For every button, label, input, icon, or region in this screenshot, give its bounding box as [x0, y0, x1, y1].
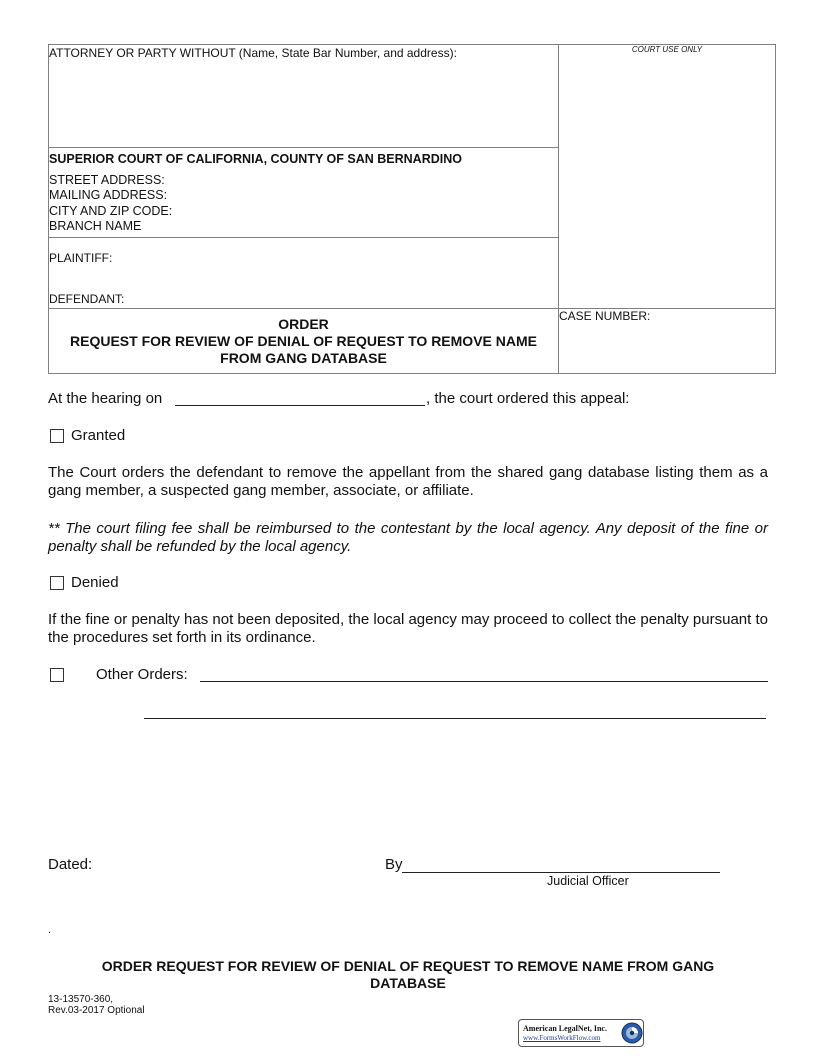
hearing-suffix: , the court ordered this appeal:: [426, 390, 630, 407]
footer-dot: .: [48, 924, 52, 936]
street-address-label: STREET ADDRESS:: [49, 173, 165, 187]
form-title-line2: REQUEST FOR REVIEW OF DENIAL OF REQUEST TO REMOVE NAME: [70, 333, 537, 349]
globe-icon: [621, 1022, 643, 1044]
by-label: By: [385, 856, 403, 873]
hearing-date-line[interactable]: [175, 405, 425, 406]
denied-checkbox[interactable]: [50, 576, 64, 590]
court-use-only-label: COURT USE ONLY: [631, 45, 703, 54]
case-number-label: CASE NUMBER:: [559, 309, 651, 323]
fee-note: ** The court filing fee shall be reimbursed to the contestant by the local agency. Any deposit of the fine or penalty shall be refunded by the local agency.: [48, 520, 768, 555]
form-number: 13-13570-360,: [48, 994, 114, 1005]
other-orders-line-1[interactable]: [200, 681, 768, 682]
case-number-section: [558, 308, 776, 374]
other-orders-label: Other Orders:: [96, 666, 188, 683]
plaintiff-label: PLAINTIFF:: [49, 251, 113, 265]
granted-label: Granted: [71, 427, 126, 444]
granted-checkbox[interactable]: [50, 429, 64, 443]
title-section: [48, 308, 559, 374]
attorney-label: ATTORNEY OR PARTY WITHOUT (Name, State Bar Number, and address):: [49, 46, 457, 60]
parties-section: [48, 237, 559, 309]
other-orders-checkbox[interactable]: [50, 668, 64, 682]
mailing-address-label: MAILING ADDRESS:: [49, 188, 168, 202]
judicial-officer-label: Judicial Officer: [547, 874, 629, 888]
court-name: SUPERIOR COURT OF CALIFORNIA, COUNTY OF SAN BERNARDINO: [49, 152, 462, 166]
form-title-line3: FROM GANG DATABASE: [220, 350, 387, 366]
footer-title-line1: ORDER REQUEST FOR REVIEW OF DENIAL OF REQUEST TO REMOVE NAME FROM GANG: [101, 958, 715, 974]
footer-title: [48, 958, 768, 992]
branch-name-label: BRANCH NAME: [49, 219, 142, 233]
form-title-line1: ORDER: [278, 316, 329, 332]
legalnet-logo[interactable]: [518, 1019, 644, 1047]
granted-text: The Court orders the defendant to remove the appellant from the shared gang database listing them as a gang member, a suspected gang member, associate, or affiliate.: [48, 464, 768, 499]
logo-website: www.FormsWorkFlow.com: [523, 1034, 601, 1042]
denied-text: If the fine or penalty has not been deposited, the local agency may proceed to collect the penalty pursuant to the procedures set forth in its ordinance.: [48, 611, 768, 646]
other-orders-line-2[interactable]: [144, 718, 766, 719]
dated-label: Dated:: [48, 856, 93, 873]
denied-label: Denied: [71, 574, 119, 591]
defendant-label: DEFENDANT:: [49, 292, 125, 306]
attorney-section: [48, 44, 559, 148]
city-zip-label: CITY AND ZIP CODE:: [49, 204, 173, 218]
form-revision: Rev.03-2017 Optional: [48, 1005, 145, 1016]
signature-line[interactable]: [402, 872, 720, 873]
court-use-section: [558, 44, 776, 309]
court-section: [48, 147, 559, 238]
caption-box: [48, 44, 776, 374]
footer-title-line2: DATABASE: [370, 975, 446, 991]
hearing-prefix: At the hearing on: [48, 390, 163, 407]
logo-company-name: American LegalNet, Inc.: [523, 1024, 607, 1033]
